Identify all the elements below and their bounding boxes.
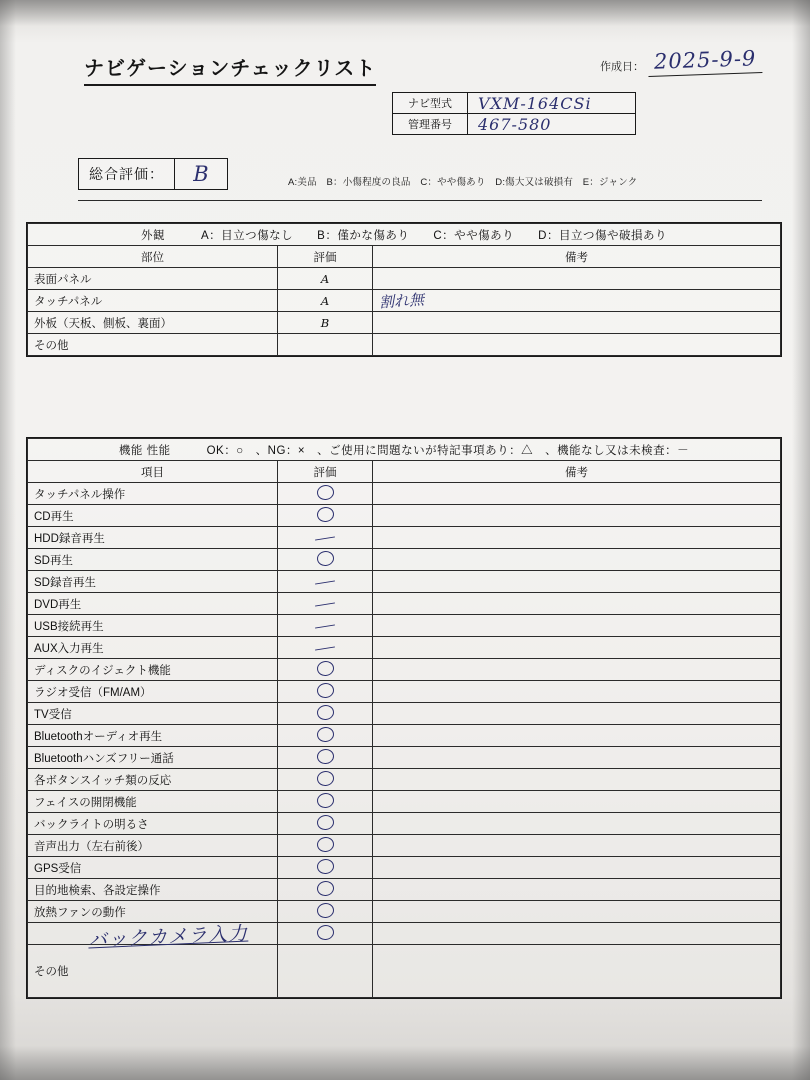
function-item-note [373, 483, 781, 505]
function-item-label: ラジオ受信（FM/AM） [28, 681, 278, 703]
table-row [393, 114, 636, 135]
function-item-mark [278, 725, 373, 747]
table-row [28, 637, 781, 659]
function-item-note [373, 747, 781, 769]
table-row [28, 571, 781, 593]
function-item-mark [278, 681, 373, 703]
function-item-label: USB接続再生 [28, 615, 278, 637]
appearance-note-outer-panel [373, 312, 781, 334]
function-item-note [373, 615, 781, 637]
mark-circle-icon [316, 725, 335, 742]
paper-shadow-bottom [0, 1046, 810, 1080]
mark-circle-icon [316, 879, 335, 896]
table-row [28, 246, 781, 268]
function-item-mark [278, 813, 373, 835]
function-item-label: 放熱ファンの動作 [28, 901, 278, 923]
function-item-mark [278, 549, 373, 571]
mark-circle-icon [316, 483, 335, 500]
function-item-note [373, 725, 781, 747]
function-rows-body [28, 483, 781, 945]
appearance-note-touch-panel [373, 290, 781, 312]
function-item-mark [278, 593, 373, 615]
table-row [28, 268, 781, 290]
function-item-note [373, 857, 781, 879]
function-item-mark [278, 505, 373, 527]
mark-circle-icon [316, 505, 335, 522]
model-info-table [392, 92, 636, 135]
appearance-eval-touch-panel: A [278, 290, 373, 312]
mark-dash-icon [315, 536, 335, 540]
mark-circle-icon [316, 813, 335, 830]
table-row [28, 681, 781, 703]
function-item-note [373, 505, 781, 527]
mark-circle-icon [316, 659, 335, 676]
appearance-col-item: 部位 [28, 246, 278, 268]
function-item-note [373, 901, 781, 923]
appearance-other-note [373, 334, 781, 356]
function-item-mark [278, 703, 373, 725]
mark-dash-icon [315, 624, 335, 628]
appearance-eval-surface-panel: A [278, 268, 373, 290]
function-item-label: HDD録音再生 [28, 527, 278, 549]
function-item-mark [278, 615, 373, 637]
table-row [28, 703, 781, 725]
appearance-table [27, 223, 781, 356]
mark-circle-icon [316, 923, 335, 940]
function-item-mark [278, 637, 373, 659]
table-row [28, 791, 781, 813]
function-item-label: GPS受信 [28, 857, 278, 879]
appearance-col-note: 備考 [373, 246, 781, 268]
mark-circle-icon [316, 901, 335, 918]
mark-dash-icon [315, 602, 335, 606]
table-row [28, 857, 781, 879]
function-item-mark [278, 769, 373, 791]
function-section [26, 437, 782, 999]
function-item-note [373, 769, 781, 791]
function-other-label: その他 [28, 945, 278, 998]
function-item-note [373, 835, 781, 857]
table-row [28, 615, 781, 637]
function-item-note [373, 549, 781, 571]
function-item-mark [278, 857, 373, 879]
table-row [28, 879, 781, 901]
header-divider [78, 200, 762, 201]
function-other-note [373, 945, 781, 998]
function-item-label: CD再生 [28, 505, 278, 527]
function-item-label: バックライトの明るさ [28, 813, 278, 835]
function-item-mark [278, 835, 373, 857]
table-row [28, 769, 781, 791]
table-row [28, 549, 781, 571]
table-row [28, 312, 781, 334]
appearance-item-outer-panel: 外板（天板、側板、裏面） [28, 312, 278, 334]
function-item-mark [278, 747, 373, 769]
table-row [28, 334, 781, 356]
function-item-mark [278, 879, 373, 901]
function-col-note: 備考 [373, 461, 781, 483]
mark-dash-icon [315, 580, 335, 584]
page-title: ナビゲーションチェックリスト [84, 52, 376, 86]
function-col-item: 項目 [28, 461, 278, 483]
table-row [28, 725, 781, 747]
table-row [28, 224, 781, 246]
mark-circle-icon [316, 835, 335, 852]
table-row [28, 527, 781, 549]
control-number-label: 管理番号 [393, 114, 468, 135]
mark-circle-icon [316, 857, 335, 874]
function-item-note [373, 637, 781, 659]
table-row [28, 593, 781, 615]
table-row [28, 835, 781, 857]
function-item-note [373, 681, 781, 703]
function-item-mark [278, 571, 373, 593]
function-item-note [373, 593, 781, 615]
mark-dash-icon [315, 646, 335, 650]
function-item-note [373, 703, 781, 725]
function-banner: 機能 性能 OK：○ 、NG：× 、ご使用に問題ないが特記事項あり：△ 、機能なし又は未検査：－ [28, 439, 781, 461]
function-other-eval [278, 945, 373, 998]
mark-circle-icon [316, 681, 335, 698]
function-item-label: フェイスの開閉機能 [28, 791, 278, 813]
function-item-mark [278, 901, 373, 923]
table-row [28, 901, 781, 923]
function-item-label: ディスクのイジェクト機能 [28, 659, 278, 681]
appearance-note-touch-panel-text: 割れ無 [378, 290, 425, 312]
function-item-label: TV受信 [28, 703, 278, 725]
table-row [28, 945, 781, 998]
function-item-mark [278, 659, 373, 681]
mark-circle-icon [316, 703, 335, 720]
mark-circle-icon [316, 549, 335, 566]
table-row [393, 93, 636, 114]
function-col-eval: 評価 [278, 461, 373, 483]
appearance-other-eval [278, 334, 373, 356]
function-item-note [373, 527, 781, 549]
function-item-label: 目的地検索、各設定操作 [28, 879, 278, 901]
control-number-value: 467-580 [468, 114, 636, 135]
table-row [28, 505, 781, 527]
appearance-note-surface-panel [373, 268, 781, 290]
appearance-eval-outer-panel: B [278, 312, 373, 334]
model-type-value: VXM-164CSi [468, 93, 636, 114]
appearance-col-eval: 評価 [278, 246, 373, 268]
appearance-item-surface-panel: 表面パネル [28, 268, 278, 290]
created-date-label: 作成日： [600, 61, 644, 73]
function-item-label: AUX入力再生 [28, 637, 278, 659]
appearance-other-label: その他 [28, 334, 278, 356]
table-row [28, 747, 781, 769]
appearance-banner: 外観 A：目立つ傷なし B：僅かな傷あり C：やや傷あり D：目立つ傷や破損あり [28, 224, 781, 246]
function-item-label: SD再生 [28, 549, 278, 571]
mark-circle-icon [316, 791, 335, 808]
mark-circle-icon [316, 747, 335, 764]
function-item-note [373, 659, 781, 681]
paper-shadow-right [792, 0, 810, 1080]
function-item-note [373, 923, 781, 945]
function-item-label: タッチパネル操作 [28, 483, 278, 505]
function-item-note [373, 879, 781, 901]
paper-shadow-top [0, 0, 810, 26]
function-item-label: SD録音再生 [28, 571, 278, 593]
table-row [28, 290, 781, 312]
table-row [28, 813, 781, 835]
overall-rating-label: 総合評価： [89, 166, 164, 182]
function-item-note [373, 791, 781, 813]
function-item-label: 音声出力（左右前後） [28, 835, 278, 857]
function-item-mark [278, 527, 373, 549]
table-row [28, 439, 781, 461]
function-item-mark [278, 923, 373, 945]
function-item-label: 各ボタンスイッチ類の反応 [28, 769, 278, 791]
function-item-note [373, 813, 781, 835]
appearance-item-touch-panel: タッチパネル [28, 290, 278, 312]
table-row [28, 483, 781, 505]
appearance-section [26, 222, 782, 357]
handwritten-backup-camera-input: バックカメラ入力 [87, 922, 249, 952]
overall-rating-value: B [174, 159, 227, 189]
function-item-label: DVD再生 [28, 593, 278, 615]
table-row [28, 461, 781, 483]
rating-legend: A:美品 B：小傷程度の良品 C：やや傷あり D:傷大又は破損有 E：ジャンク [288, 177, 638, 188]
created-date-value: 2025-9-9 [647, 46, 762, 77]
mark-circle-icon [316, 769, 335, 786]
function-item-note [373, 571, 781, 593]
function-item-mark [278, 483, 373, 505]
function-item-label: Bluetoothハンズフリー通話 [28, 747, 278, 769]
function-item-mark [278, 791, 373, 813]
function-table [27, 438, 781, 998]
table-row [28, 659, 781, 681]
function-item-label: Bluetoothオーディオ再生 [28, 725, 278, 747]
paper-shadow-left [0, 0, 16, 1080]
overall-rating [78, 158, 228, 190]
model-type-label: ナビ型式 [393, 93, 468, 114]
